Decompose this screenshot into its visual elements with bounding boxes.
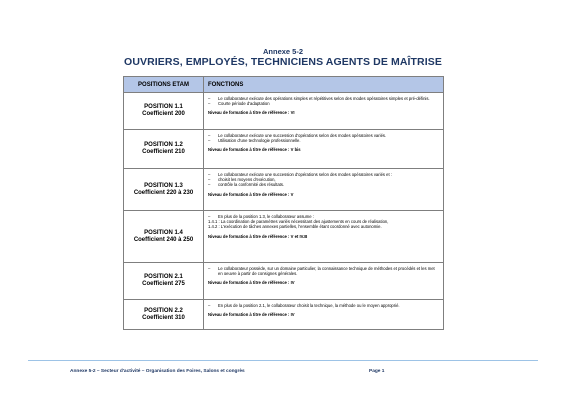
fonctions-cell: [204, 211, 444, 263]
position-cell: [124, 211, 204, 263]
position-cell: [124, 300, 204, 330]
coefficient-label: Coefficient 310: [142, 314, 185, 321]
training-level: Niveau de formation à titre de référence : IV: [208, 312, 295, 318]
sub-item: 1.4.1 : La coordination de paramètres variés nécessitant des ajustements en cours de réalisation,: [208, 219, 389, 225]
fonctions-list: [208, 96, 439, 106]
annex-label: Annexe 5-2: [262, 47, 304, 56]
list-item: – Le collaborateur exécute une succession d'opérations selon des modes opératoires variés et :: [208, 172, 439, 177]
table-header-row: [124, 77, 444, 93]
training-level: Niveau de formation à titre de référence : V et IV.B: [208, 233, 308, 239]
footer-page-number: Page 1: [369, 369, 385, 374]
list-item: – Le collaborateur possède, sur un domaine particulier, la connaissance technique de méthodes et procédés et les met en oeuvre à partir de consignes générales.: [208, 266, 439, 276]
coefficient-label: Coefficient 240 à 250: [133, 236, 194, 243]
coefficient-label: Coefficient 210: [142, 149, 185, 155]
positions-table: [123, 76, 444, 330]
fonctions-list: [208, 172, 439, 188]
training-level: Niveau de formation à titre de référence : V: [208, 191, 294, 197]
fonctions-cell: [204, 300, 444, 330]
column-header-positions: POSITIONS ETAM: [124, 77, 204, 93]
table-row: [124, 130, 444, 169]
table-row: [124, 263, 444, 300]
sub-item: 1.4.2 : L'exécution de tâches annexes partielles, l'ensemble étant coordonné avec autonomie.: [208, 224, 382, 230]
coefficient-label: Coefficient 275: [142, 281, 185, 287]
table-row: [124, 211, 444, 263]
fonctions-cell: [204, 169, 444, 211]
fonctions-list: [208, 214, 439, 219]
position-cell: [124, 130, 204, 169]
footer-divider: [28, 360, 538, 361]
position-cell: [124, 93, 204, 130]
fonctions-cell: [204, 93, 444, 130]
fonctions-list: [208, 303, 439, 308]
list-item: – Le collaborateur exécute une succession d'opérations selon des modes opératoires variés.: [208, 133, 439, 138]
training-level: Niveau de formation à titre de référence : IV: [208, 280, 295, 286]
position-label: POSITION 1.3: [144, 182, 183, 189]
list-item: – Le collaborateur exécute des opérations simples et répétitives selon des modes opératoires simples et pré-définis.: [208, 96, 439, 101]
fonctions-cell: [204, 130, 444, 169]
list-item: – choisit les moyens d'exécution,: [208, 177, 439, 182]
list-item: – Courte période d'adaptation: [208, 101, 439, 106]
page-title: OUVRIERS, EMPLOYÉS, TECHNICIENS AGENTS DE MAÎTRISE: [124, 56, 442, 68]
coefficient-label: Coefficient 220 à 230: [133, 189, 194, 196]
position-label: POSITION 1.4: [144, 229, 183, 236]
fonctions-cell: [204, 263, 444, 300]
fonctions-list: [208, 266, 439, 276]
table-row: [124, 93, 444, 130]
position-label: POSITION 1.1: [144, 104, 183, 110]
position-cell: [124, 263, 204, 300]
table-row: [124, 300, 444, 330]
position-cell: [124, 169, 204, 211]
training-level: Niveau de formation à titre de référence : V bis: [208, 147, 301, 153]
footer-document-title: Annexe 5-2 – Secteur d'activité – Organisation des Foires, Salons et congrès: [70, 369, 245, 374]
training-level: Niveau de formation à titre de référence : VI: [208, 110, 295, 116]
list-item: – Utilisation d'une technologie professionnelle.: [208, 138, 439, 143]
coefficient-label: Coefficient 200: [142, 111, 185, 117]
fonctions-list: [208, 133, 439, 143]
position-label: POSITION 2.1: [144, 274, 183, 280]
column-header-fonctions: FONCTIONS: [204, 77, 444, 93]
list-item: – En plus de la position 2.1, le collaborateur choisit la technique, la méthode ou le moyen approprié.: [208, 303, 439, 308]
table-row: [124, 169, 444, 211]
list-item: – En plus de la position 1.3, le collaborateur assume :: [208, 214, 439, 219]
position-label: POSITION 1.2: [144, 142, 183, 148]
position-label: POSITION 2.2: [144, 307, 183, 314]
list-item: – contrôle la conformité des résultats.: [208, 182, 439, 187]
